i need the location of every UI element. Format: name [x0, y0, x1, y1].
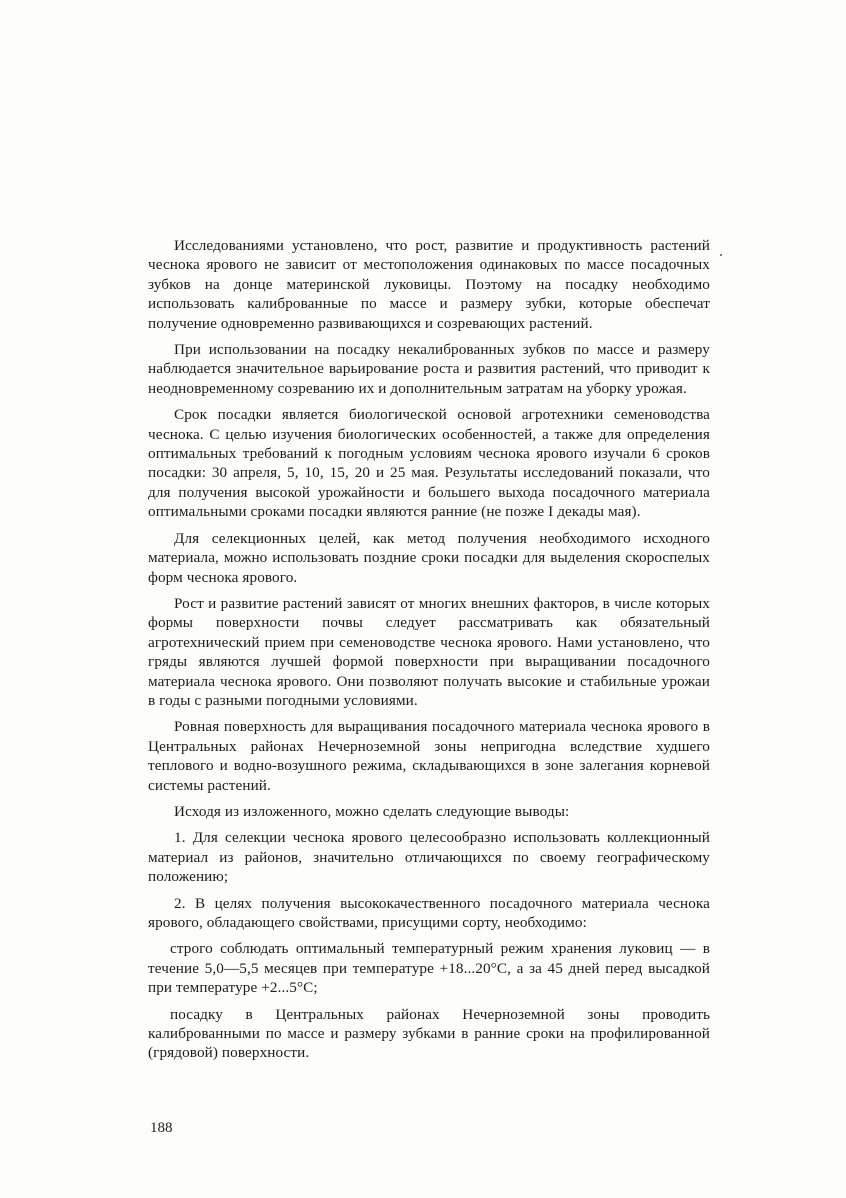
scan-speck [720, 254, 722, 256]
paragraph-conclusions-intro: Исходя из изложенного, можно сделать следующие выводы: [174, 802, 570, 820]
body-text [148, 236, 710, 1070]
paragraph-growth-findings: Исследованиями установлено, что рост, развитие и продуктивность растений чеснока ярового не зависит от местоположения одинаковых по массе посадочных зубков на донце материнской луковицы. Поэтому на посадку необходимо использовать калиброванные по массе и размеру зубки, которые обеспечат получение одновременно развивающихся и созревающих растений. [148, 237, 710, 332]
conclusion-item-2: 2. В целях получения высококачественного посадочного материала чеснока ярового, обладающего свойствами, присущими сорту, необходимо: [148, 894, 710, 931]
paragraph-soil-surface: Рост и развитие растений зависят от многих внешних факторов, в числе которых формы поверхности почвы следует рассматривать как обязательный агротехнический прием при семеноводстве чеснока ярового. Нами установлено, что гряды являются лучшей формой поверхности при выращивании посадочного материала чеснока ярового. Они позволяют получать высокие и стабильные урожаи в годы с разными погодными условиями. [148, 594, 710, 709]
paragraph-selection-goals: Для селекционных целей, как метод получения необходимого исходного материала, можно использовать поздние сроки посадки для выделения скороспелых форм чеснока ярового. [148, 529, 710, 586]
paragraph-flat-surface: Ровная поверхность для выращивания посадочного материала чеснока ярового в Центральных районах Нечерноземной зоны непригодна вследствие худшего теплового и водно-возушного режима, складывающихся в зоне залегания корневой системы растений. [148, 718, 710, 794]
page-number: 188 [150, 1120, 173, 1136]
paragraph-uncalibrated-cloves: При использовании на посадку некалиброванных зубков по массе и размеру наблюдается значительное варьирование роста и развития растений, что приводит к неодновременному созреванию их и дополнительным затратам на уборку урожая. [148, 341, 710, 397]
conclusion-item-1: 1. Для селекции чеснока ярового целесообразно использовать коллекционный материал из районов, значительно отличающихся по своему географическому положению; [148, 829, 710, 886]
conclusion-planting-method: посадку в Центральных районах Нечерноземной зоны проводить калиброванными по массе и размеру зубками в ранние сроки на профилированной (грядовой) поверхности. [148, 1005, 710, 1062]
conclusion-storage-regime: строго соблюдать оптимальный температурный режим хранения луковиц — в течение 5,0—5,5 месяцев при температуре +18...20°С, а за 45 дней перед высадкой при температуре +2...5°С; [148, 940, 710, 997]
paragraph-planting-dates: Срок посадки является биологической основой агротехники семеноводства чеснока. С целью изучения биологических особенностей, а также для определения оптимальных требований к погодным условиям чеснока ярового изучали 6 сроков посадки: 30 апреля, 5, 10, 15, 20 и 25 мая. Результаты исследований показали, что для получения высокой урожайности и большего выхода посадочного материала оптимальными сроками посадки являются ранние (не позже I декады мая). [148, 406, 710, 521]
